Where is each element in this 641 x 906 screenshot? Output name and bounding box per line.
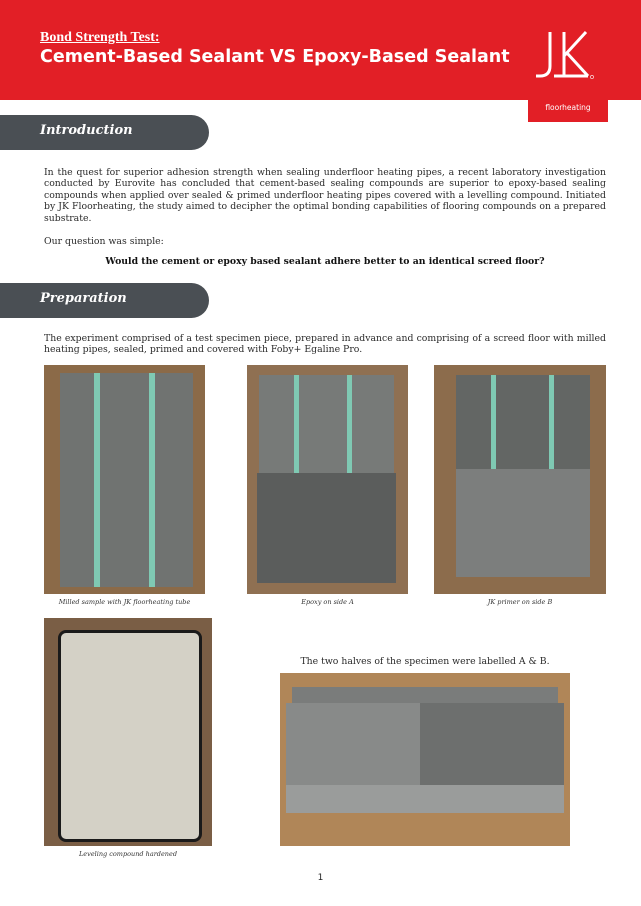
photo-milled-sample [44, 365, 205, 594]
intro-paragraph: In the quest for superior adhesion strength when sealing underfloor heating pipes, a recent laboratory investigation conducted by Eurovite has concluded that cement-based sealing compounds are superior to epoxy-based sealing compounds when applied over sealed & primed underfloor heating pipes covered with a levelling compound. Initiated by JK Floorheating, the study aimed to decipher the optimal bonding capabilities of flooring compounds on a prepared substrate. [44, 167, 606, 224]
halves-note: The two halves of the specimen were labelled A & B. [300, 656, 550, 667]
header-kicker: Bond Strength Test: [40, 30, 160, 45]
page-number: 1 [317, 873, 324, 883]
preparation-paragraph: The experiment comprised of a test specimen piece, prepared in advance and comprising of a screed floor with milled heating pipes, sealed, primed and covered with Foby+ Egaline Pro. [44, 333, 606, 356]
caption-epoxy-side-a: Epoxy on side A [301, 598, 354, 606]
section-heading-introduction [0, 115, 209, 150]
photo-primer-side-b [434, 365, 606, 594]
page-title: Cement-Based Sealant VS Epoxy-Based Sealant [40, 47, 510, 67]
research-question: Would the cement or epoxy based sealant adhere better to an identical screed floor? [105, 256, 545, 267]
section-heading-label: Introduction [40, 123, 133, 138]
logo-tagline: floorheating [545, 103, 591, 112]
caption-leveling-compound: Leveling compound hardened [78, 850, 177, 858]
section-heading-label: Preparation [40, 291, 127, 306]
intro-lead: Our question was simple: [44, 236, 164, 247]
section-heading-preparation [0, 283, 209, 318]
caption-primer-side-b: JK primer on side B [487, 598, 553, 606]
photo-epoxy-side-a [247, 365, 408, 594]
caption-milled-sample: Milled sample with JK floorheating tube [58, 598, 191, 606]
photo-labelled-halves [280, 673, 570, 846]
photo-leveling-compound [44, 618, 212, 846]
jk-logo-icon [534, 30, 598, 82]
